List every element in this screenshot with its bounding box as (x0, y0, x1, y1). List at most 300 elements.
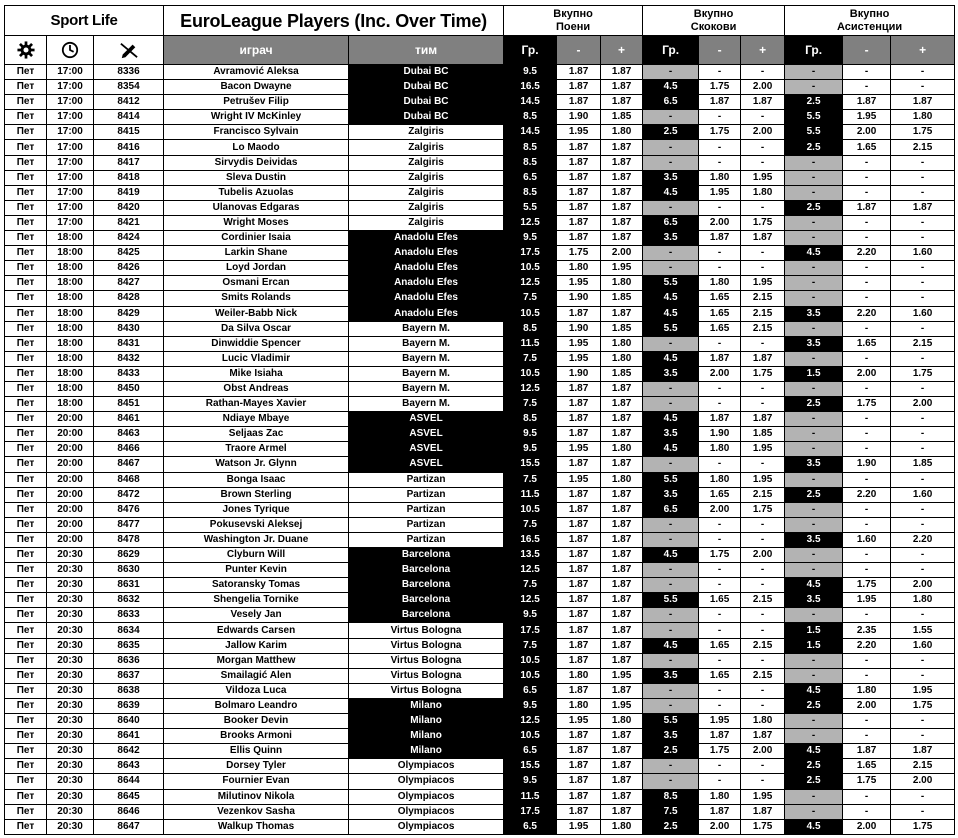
rebounds-over[interactable]: - (741, 200, 785, 215)
rebounds-over[interactable]: - (741, 140, 785, 155)
rebounds-line[interactable]: 4.5 (643, 638, 699, 653)
rebounds-over[interactable]: - (741, 517, 785, 532)
rebounds-over[interactable]: 1.95 (741, 276, 785, 291)
assists-under[interactable]: - (843, 502, 891, 517)
rebounds-under[interactable]: 1.75 (699, 744, 741, 759)
rebounds-under[interactable]: 1.80 (699, 442, 741, 457)
points-over[interactable]: 1.85 (601, 321, 643, 336)
rebounds-under[interactable]: - (699, 155, 741, 170)
rebounds-under[interactable]: - (699, 246, 741, 261)
points-over[interactable]: 1.87 (601, 95, 643, 110)
rebounds-under[interactable]: 1.87 (699, 351, 741, 366)
assists-line[interactable]: 5.5 (785, 110, 843, 125)
points-under[interactable]: 1.87 (557, 502, 601, 517)
rebounds-under[interactable]: 1.95 (699, 714, 741, 729)
assists-under[interactable]: 1.80 (843, 683, 891, 698)
points-line[interactable]: 9.5 (504, 442, 557, 457)
assists-line[interactable]: - (785, 804, 843, 819)
assists-under[interactable]: 1.65 (843, 759, 891, 774)
rebounds-under[interactable]: - (699, 65, 741, 80)
assists-line[interactable]: - (785, 185, 843, 200)
rebounds-line[interactable]: - (643, 608, 699, 623)
points-under[interactable]: 1.87 (557, 774, 601, 789)
points-over[interactable]: 1.87 (601, 789, 643, 804)
rebounds-over[interactable]: - (741, 774, 785, 789)
rebounds-over[interactable]: 1.95 (741, 170, 785, 185)
points-over[interactable]: 1.95 (601, 698, 643, 713)
points-line[interactable]: 16.5 (504, 80, 557, 95)
points-line[interactable]: 10.5 (504, 653, 557, 668)
rebounds-over[interactable]: 1.87 (741, 412, 785, 427)
rebounds-line[interactable]: 5.5 (643, 714, 699, 729)
assists-line[interactable]: 2.5 (785, 698, 843, 713)
points-line[interactable]: 14.5 (504, 95, 557, 110)
points-over[interactable]: 1.87 (601, 517, 643, 532)
points-over[interactable]: 1.87 (601, 427, 643, 442)
points-under[interactable]: 1.87 (557, 487, 601, 502)
rebounds-over[interactable]: 2.00 (741, 548, 785, 563)
points-over[interactable]: 1.87 (601, 638, 643, 653)
points-line[interactable]: 15.5 (504, 457, 557, 472)
rebounds-under[interactable]: - (699, 698, 741, 713)
rebounds-under[interactable]: 1.75 (699, 125, 741, 140)
rebounds-line[interactable]: 2.5 (643, 125, 699, 140)
assists-line[interactable]: - (785, 291, 843, 306)
rebounds-under[interactable]: 2.00 (699, 819, 741, 834)
rebounds-over[interactable]: 1.85 (741, 427, 785, 442)
rebounds-over[interactable]: - (741, 110, 785, 125)
assists-under[interactable]: 1.90 (843, 457, 891, 472)
points-over[interactable]: 1.85 (601, 110, 643, 125)
assists-line[interactable]: 5.5 (785, 125, 843, 140)
points-over[interactable]: 1.87 (601, 155, 643, 170)
points-over[interactable]: 1.87 (601, 683, 643, 698)
points-over[interactable]: 1.87 (601, 65, 643, 80)
points-line[interactable]: 8.5 (504, 140, 557, 155)
rebounds-line[interactable]: 5.5 (643, 593, 699, 608)
points-line[interactable]: 5.5 (504, 200, 557, 215)
assists-over[interactable]: 1.95 (891, 683, 955, 698)
assists-line[interactable]: - (785, 65, 843, 80)
rebounds-over[interactable]: 1.87 (741, 95, 785, 110)
assists-over[interactable]: 1.80 (891, 593, 955, 608)
assists-over[interactable]: 1.80 (891, 110, 955, 125)
points-over[interactable]: 1.87 (601, 623, 643, 638)
rebounds-line[interactable]: 3.5 (643, 366, 699, 381)
assists-over[interactable]: - (891, 185, 955, 200)
rebounds-line[interactable]: 4.5 (643, 442, 699, 457)
assists-over[interactable]: - (891, 668, 955, 683)
assists-under[interactable]: - (843, 668, 891, 683)
assists-over[interactable]: 1.60 (891, 306, 955, 321)
points-line[interactable]: 9.5 (504, 427, 557, 442)
assists-over[interactable]: - (891, 714, 955, 729)
points-under[interactable]: 1.95 (557, 472, 601, 487)
assists-over[interactable]: 1.87 (891, 744, 955, 759)
points-line[interactable]: 9.5 (504, 231, 557, 246)
points-line[interactable]: 7.5 (504, 578, 557, 593)
assists-over[interactable]: - (891, 155, 955, 170)
points-under[interactable]: 1.90 (557, 110, 601, 125)
points-over[interactable]: 1.87 (601, 185, 643, 200)
rebounds-line[interactable]: - (643, 578, 699, 593)
points-line[interactable]: 13.5 (504, 548, 557, 563)
points-over[interactable]: 1.87 (601, 397, 643, 412)
assists-over[interactable]: 2.20 (891, 532, 955, 547)
rebounds-under[interactable]: - (699, 608, 741, 623)
assists-over[interactable]: - (891, 427, 955, 442)
points-under[interactable]: 1.87 (557, 789, 601, 804)
points-line[interactable]: 7.5 (504, 638, 557, 653)
assists-over[interactable]: 1.60 (891, 487, 955, 502)
assists-under[interactable]: - (843, 427, 891, 442)
assists-over[interactable]: - (891, 65, 955, 80)
rebounds-under[interactable]: - (699, 623, 741, 638)
assists-under[interactable]: 2.00 (843, 698, 891, 713)
assists-under[interactable]: 1.65 (843, 140, 891, 155)
points-over[interactable]: 1.87 (601, 804, 643, 819)
assists-line[interactable]: - (785, 548, 843, 563)
points-under[interactable]: 1.95 (557, 442, 601, 457)
points-under[interactable]: 1.95 (557, 819, 601, 834)
rebounds-over[interactable]: - (741, 563, 785, 578)
points-line[interactable]: 9.5 (504, 774, 557, 789)
assists-over[interactable]: 2.00 (891, 578, 955, 593)
assists-over[interactable]: 2.15 (891, 140, 955, 155)
rebounds-line[interactable]: 4.5 (643, 412, 699, 427)
points-over[interactable]: 1.87 (601, 548, 643, 563)
points-under[interactable]: 1.75 (557, 246, 601, 261)
rebounds-over[interactable]: - (741, 623, 785, 638)
rebounds-under[interactable]: 1.65 (699, 668, 741, 683)
points-line[interactable]: 10.5 (504, 729, 557, 744)
rebounds-line[interactable]: - (643, 563, 699, 578)
assists-under[interactable]: 1.95 (843, 593, 891, 608)
assists-line[interactable]: - (785, 231, 843, 246)
points-over[interactable]: 1.87 (601, 774, 643, 789)
rebounds-line[interactable]: - (643, 200, 699, 215)
rebounds-line[interactable]: 4.5 (643, 351, 699, 366)
points-over[interactable]: 1.85 (601, 291, 643, 306)
points-over[interactable]: 1.87 (601, 653, 643, 668)
rebounds-over[interactable]: 2.00 (741, 125, 785, 140)
rebounds-line[interactable]: - (643, 653, 699, 668)
rebounds-line[interactable]: - (643, 336, 699, 351)
assists-line[interactable]: 3.5 (785, 532, 843, 547)
rebounds-over[interactable]: 2.15 (741, 487, 785, 502)
points-line[interactable]: 11.5 (504, 487, 557, 502)
assists-under[interactable]: - (843, 714, 891, 729)
points-over[interactable]: 1.87 (601, 80, 643, 95)
assists-over[interactable]: 1.75 (891, 366, 955, 381)
assists-under[interactable]: - (843, 231, 891, 246)
points-under[interactable]: 1.87 (557, 397, 601, 412)
rebounds-line[interactable]: - (643, 261, 699, 276)
points-line[interactable]: 12.5 (504, 563, 557, 578)
assists-line[interactable]: - (785, 381, 843, 396)
assists-under[interactable]: 1.75 (843, 578, 891, 593)
assists-line[interactable]: - (785, 472, 843, 487)
rebounds-under[interactable]: 1.87 (699, 729, 741, 744)
points-under[interactable]: 1.80 (557, 261, 601, 276)
points-under[interactable]: 1.87 (557, 381, 601, 396)
assists-line[interactable]: 2.5 (785, 397, 843, 412)
points-over[interactable]: 1.87 (601, 306, 643, 321)
assists-over[interactable]: 1.60 (891, 246, 955, 261)
assists-over[interactable]: - (891, 261, 955, 276)
points-under[interactable]: 1.87 (557, 759, 601, 774)
assists-under[interactable]: 1.95 (843, 110, 891, 125)
points-over[interactable]: 1.87 (601, 231, 643, 246)
points-under[interactable]: 1.87 (557, 804, 601, 819)
points-under[interactable]: 1.95 (557, 125, 601, 140)
rebounds-over[interactable]: - (741, 532, 785, 547)
points-over[interactable]: 1.87 (601, 170, 643, 185)
assists-under[interactable]: 2.20 (843, 638, 891, 653)
points-line[interactable]: 8.5 (504, 412, 557, 427)
rebounds-under[interactable]: 1.65 (699, 638, 741, 653)
rebounds-over[interactable]: - (741, 65, 785, 80)
points-over[interactable]: 1.80 (601, 714, 643, 729)
points-line[interactable]: 15.5 (504, 759, 557, 774)
points-under[interactable]: 1.87 (557, 532, 601, 547)
points-line[interactable]: 17.5 (504, 804, 557, 819)
points-under[interactable]: 1.87 (557, 683, 601, 698)
rebounds-line[interactable]: - (643, 381, 699, 396)
rebounds-over[interactable]: 2.00 (741, 744, 785, 759)
rebounds-line[interactable]: 4.5 (643, 548, 699, 563)
rebounds-under[interactable]: 1.75 (699, 548, 741, 563)
assists-under[interactable]: - (843, 381, 891, 396)
assists-under[interactable]: - (843, 321, 891, 336)
points-under[interactable]: 1.87 (557, 517, 601, 532)
points-over[interactable]: 1.80 (601, 276, 643, 291)
assists-over[interactable]: - (891, 729, 955, 744)
assists-line[interactable]: - (785, 276, 843, 291)
assists-over[interactable]: 1.87 (891, 95, 955, 110)
points-line[interactable]: 7.5 (504, 291, 557, 306)
assists-over[interactable]: - (891, 472, 955, 487)
assists-over[interactable]: - (891, 548, 955, 563)
points-line[interactable]: 11.5 (504, 336, 557, 351)
points-line[interactable]: 6.5 (504, 819, 557, 834)
assists-over[interactable]: 1.85 (891, 457, 955, 472)
points-over[interactable]: 1.87 (601, 608, 643, 623)
assists-over[interactable]: 2.15 (891, 336, 955, 351)
rebounds-line[interactable]: 6.5 (643, 502, 699, 517)
assists-under[interactable]: - (843, 804, 891, 819)
rebounds-line[interactable]: 3.5 (643, 427, 699, 442)
rebounds-line[interactable]: - (643, 110, 699, 125)
assists-line[interactable]: - (785, 321, 843, 336)
rebounds-under[interactable]: 1.65 (699, 306, 741, 321)
assists-under[interactable]: - (843, 472, 891, 487)
assists-over[interactable]: 2.15 (891, 759, 955, 774)
rebounds-under[interactable]: 1.80 (699, 170, 741, 185)
points-over[interactable]: 1.87 (601, 759, 643, 774)
rebounds-under[interactable]: - (699, 110, 741, 125)
rebounds-over[interactable]: 1.95 (741, 789, 785, 804)
assists-over[interactable]: - (891, 502, 955, 517)
assists-line[interactable]: 4.5 (785, 246, 843, 261)
assists-over[interactable]: - (891, 291, 955, 306)
assists-line[interactable]: 2.5 (785, 759, 843, 774)
rebounds-over[interactable]: 2.15 (741, 638, 785, 653)
rebounds-under[interactable]: - (699, 200, 741, 215)
assists-line[interactable]: - (785, 261, 843, 276)
rebounds-over[interactable]: - (741, 608, 785, 623)
points-over[interactable]: 1.80 (601, 336, 643, 351)
rebounds-under[interactable]: 1.87 (699, 412, 741, 427)
rebounds-line[interactable]: 5.5 (643, 472, 699, 487)
assists-over[interactable]: 1.55 (891, 623, 955, 638)
rebounds-over[interactable]: - (741, 653, 785, 668)
assists-line[interactable]: 1.5 (785, 638, 843, 653)
points-under[interactable]: 1.90 (557, 366, 601, 381)
rebounds-under[interactable]: - (699, 653, 741, 668)
rebounds-line[interactable]: 2.5 (643, 744, 699, 759)
points-line[interactable]: 9.5 (504, 608, 557, 623)
points-under[interactable]: 1.87 (557, 306, 601, 321)
points-over[interactable]: 1.87 (601, 457, 643, 472)
assists-under[interactable]: 2.20 (843, 246, 891, 261)
points-under[interactable]: 1.87 (557, 215, 601, 230)
points-under[interactable]: 1.95 (557, 276, 601, 291)
assists-under[interactable]: - (843, 80, 891, 95)
rebounds-line[interactable]: 8.5 (643, 789, 699, 804)
rebounds-under[interactable]: 1.65 (699, 291, 741, 306)
rebounds-under[interactable]: - (699, 517, 741, 532)
rebounds-over[interactable]: 1.87 (741, 231, 785, 246)
points-line[interactable]: 9.5 (504, 698, 557, 713)
rebounds-over[interactable]: - (741, 246, 785, 261)
rebounds-line[interactable]: - (643, 774, 699, 789)
rebounds-under[interactable]: - (699, 683, 741, 698)
assists-over[interactable]: - (891, 351, 955, 366)
rebounds-over[interactable]: 1.95 (741, 472, 785, 487)
rebounds-under[interactable]: 2.00 (699, 502, 741, 517)
points-under[interactable]: 1.87 (557, 427, 601, 442)
points-under[interactable]: 1.87 (557, 170, 601, 185)
rebounds-under[interactable]: 2.00 (699, 215, 741, 230)
points-under[interactable]: 1.87 (557, 744, 601, 759)
points-over[interactable]: 1.87 (601, 215, 643, 230)
points-line[interactable]: 8.5 (504, 185, 557, 200)
assists-line[interactable]: 3.5 (785, 336, 843, 351)
points-under[interactable]: 1.95 (557, 336, 601, 351)
assists-line[interactable]: - (785, 412, 843, 427)
points-over[interactable]: 1.87 (601, 381, 643, 396)
rebounds-over[interactable]: - (741, 397, 785, 412)
assists-line[interactable]: - (785, 789, 843, 804)
points-over[interactable]: 1.80 (601, 819, 643, 834)
assists-over[interactable]: 1.87 (891, 200, 955, 215)
points-under[interactable]: 1.87 (557, 412, 601, 427)
assists-over[interactable]: 1.75 (891, 125, 955, 140)
rebounds-over[interactable]: 2.00 (741, 80, 785, 95)
rebounds-under[interactable]: - (699, 381, 741, 396)
points-line[interactable]: 7.5 (504, 397, 557, 412)
points-over[interactable]: 1.87 (601, 593, 643, 608)
points-over[interactable]: 1.95 (601, 261, 643, 276)
assists-line[interactable]: - (785, 517, 843, 532)
points-under[interactable]: 1.87 (557, 563, 601, 578)
assists-line[interactable]: 3.5 (785, 457, 843, 472)
assists-under[interactable]: - (843, 442, 891, 457)
assists-line[interactable]: - (785, 729, 843, 744)
points-line[interactable]: 17.5 (504, 623, 557, 638)
rebounds-under[interactable]: - (699, 563, 741, 578)
rebounds-over[interactable]: 2.15 (741, 291, 785, 306)
rebounds-line[interactable]: - (643, 532, 699, 547)
points-over[interactable]: 1.80 (601, 472, 643, 487)
assists-under[interactable]: 1.87 (843, 744, 891, 759)
rebounds-under[interactable]: 1.80 (699, 472, 741, 487)
points-line[interactable]: 10.5 (504, 502, 557, 517)
assists-under[interactable]: 2.00 (843, 366, 891, 381)
assists-over[interactable]: 1.75 (891, 819, 955, 834)
rebounds-line[interactable]: - (643, 517, 699, 532)
assists-line[interactable]: - (785, 215, 843, 230)
rebounds-under[interactable]: 1.80 (699, 276, 741, 291)
points-line[interactable]: 6.5 (504, 683, 557, 698)
rebounds-line[interactable]: 5.5 (643, 276, 699, 291)
points-under[interactable]: 1.87 (557, 623, 601, 638)
assists-under[interactable]: 1.87 (843, 200, 891, 215)
rebounds-over[interactable]: - (741, 261, 785, 276)
points-over[interactable]: 1.85 (601, 366, 643, 381)
assists-under[interactable]: 2.20 (843, 306, 891, 321)
rebounds-under[interactable]: 1.95 (699, 185, 741, 200)
assists-over[interactable]: - (891, 804, 955, 819)
points-over[interactable]: 1.87 (601, 744, 643, 759)
assists-under[interactable]: - (843, 789, 891, 804)
assists-under[interactable]: - (843, 653, 891, 668)
assists-over[interactable]: - (891, 321, 955, 336)
rebounds-under[interactable]: 1.90 (699, 427, 741, 442)
points-over[interactable]: 1.80 (601, 442, 643, 457)
rebounds-over[interactable]: 2.15 (741, 593, 785, 608)
rebounds-line[interactable]: - (643, 65, 699, 80)
assists-under[interactable]: 1.65 (843, 336, 891, 351)
points-line[interactable]: 7.5 (504, 351, 557, 366)
rebounds-line[interactable]: - (643, 698, 699, 713)
assists-under[interactable]: 1.60 (843, 532, 891, 547)
rebounds-line[interactable]: - (643, 759, 699, 774)
rebounds-over[interactable]: - (741, 683, 785, 698)
points-under[interactable]: 1.80 (557, 698, 601, 713)
rebounds-over[interactable]: 1.87 (741, 804, 785, 819)
points-over[interactable]: 2.00 (601, 246, 643, 261)
rebounds-line[interactable]: 3.5 (643, 231, 699, 246)
assists-under[interactable]: - (843, 170, 891, 185)
rebounds-line[interactable]: - (643, 623, 699, 638)
assists-under[interactable]: - (843, 412, 891, 427)
points-line[interactable]: 10.5 (504, 366, 557, 381)
points-line[interactable]: 7.5 (504, 472, 557, 487)
rebounds-over[interactable]: - (741, 381, 785, 396)
assists-line[interactable]: - (785, 608, 843, 623)
rebounds-over[interactable]: - (741, 155, 785, 170)
points-under[interactable]: 1.95 (557, 351, 601, 366)
rebounds-under[interactable]: 1.65 (699, 321, 741, 336)
assists-over[interactable]: - (891, 231, 955, 246)
points-under[interactable]: 1.87 (557, 729, 601, 744)
points-over[interactable]: 1.87 (601, 532, 643, 547)
assists-under[interactable]: - (843, 155, 891, 170)
rebounds-under[interactable]: - (699, 336, 741, 351)
points-under[interactable]: 1.87 (557, 608, 601, 623)
